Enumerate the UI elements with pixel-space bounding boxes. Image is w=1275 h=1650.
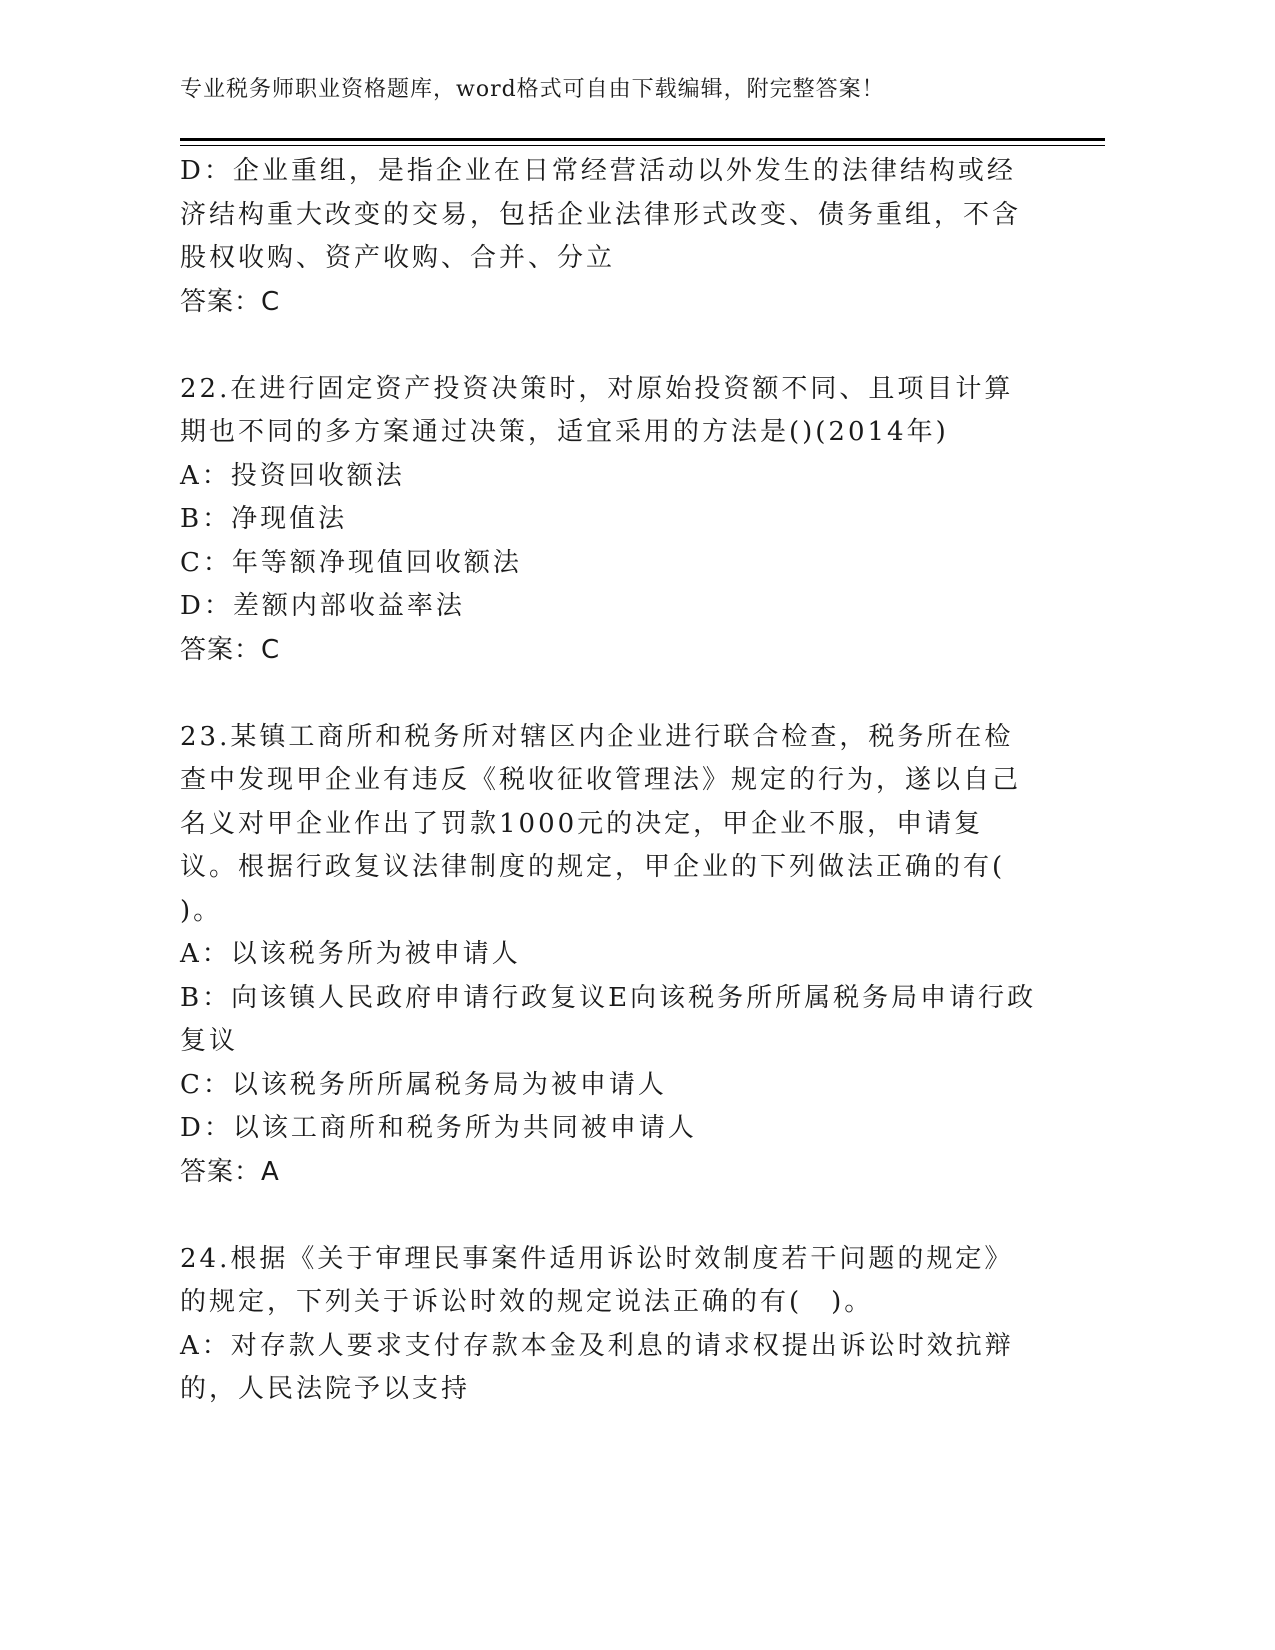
- q22-option-d: D：差额内部收益率法: [180, 591, 465, 621]
- q22-option-c: C：年等额净现值回收额法: [180, 547, 522, 578]
- q23-option-a: A：以该税务所为被申请人: [180, 939, 521, 969]
- prev-answer: 答案：C: [180, 286, 281, 317]
- q22-stem: 22.在进行固定资产投资决策时，对原始投资额不同、且项目计算期也不同的多方案通过决策，适宜采用的方法是()(2014年): [180, 373, 1014, 447]
- q23-option-c: C：以该税务所所属税务局为被申请人: [180, 1069, 667, 1100]
- q23-option-d: D：以该工商所和税务所为共同被申请人: [180, 1113, 697, 1143]
- header-rule-thick: [180, 138, 1105, 141]
- q22-option-a: A：投资回收额法: [180, 460, 405, 491]
- q22-option-b: B：净现值法: [180, 504, 348, 534]
- spacer: [180, 1194, 1040, 1238]
- q23-option-b: B：向该镇人民政府申请行政复议E向该税务所所属税务局申请行政复议: [180, 982, 1037, 1056]
- prev-option-d: D：企业重组，是指企业在日常经营活动以外发生的法律结构或经济结构重大改变的交易，包括企业法律形式改变、债务重组，不含股权收购、资产收购、合并、分立: [180, 156, 1022, 273]
- q23-answer: 答案：A: [180, 1156, 280, 1187]
- document-body: [180, 150, 1040, 1412]
- q24-stem: 24.根据《关于审理民事案件适用诉讼时效制度若干问题的规定》的规定，下列关于诉讼时效的规定说法正确的有( )。: [180, 1243, 1014, 1317]
- q24-option-a: A：对存款人要求支付存款本金及利息的请求权提出诉讼时效抗辩的，人民法院予以支持: [180, 1330, 1014, 1404]
- header-rule-thin: [180, 145, 1105, 146]
- q23-stem: 23.某镇工商所和税务所对辖区内企业进行联合检查，税务所在检查中发现甲企业有违反《税收征收管理法》规定的行为，遂以自己名义对甲企业作出了罚款1000元的决定，甲企业不服，申请复议。根据行政复议法律制度的规定，甲企业的下列做法正确的有( )。: [180, 721, 1022, 926]
- page-header: 专业税务师职业资格题库，word格式可自由下载编辑，附完整答案！: [180, 77, 885, 102]
- spacer: [180, 324, 1040, 368]
- spacer: [180, 672, 1040, 716]
- q22-answer: 答案：C: [180, 634, 281, 665]
